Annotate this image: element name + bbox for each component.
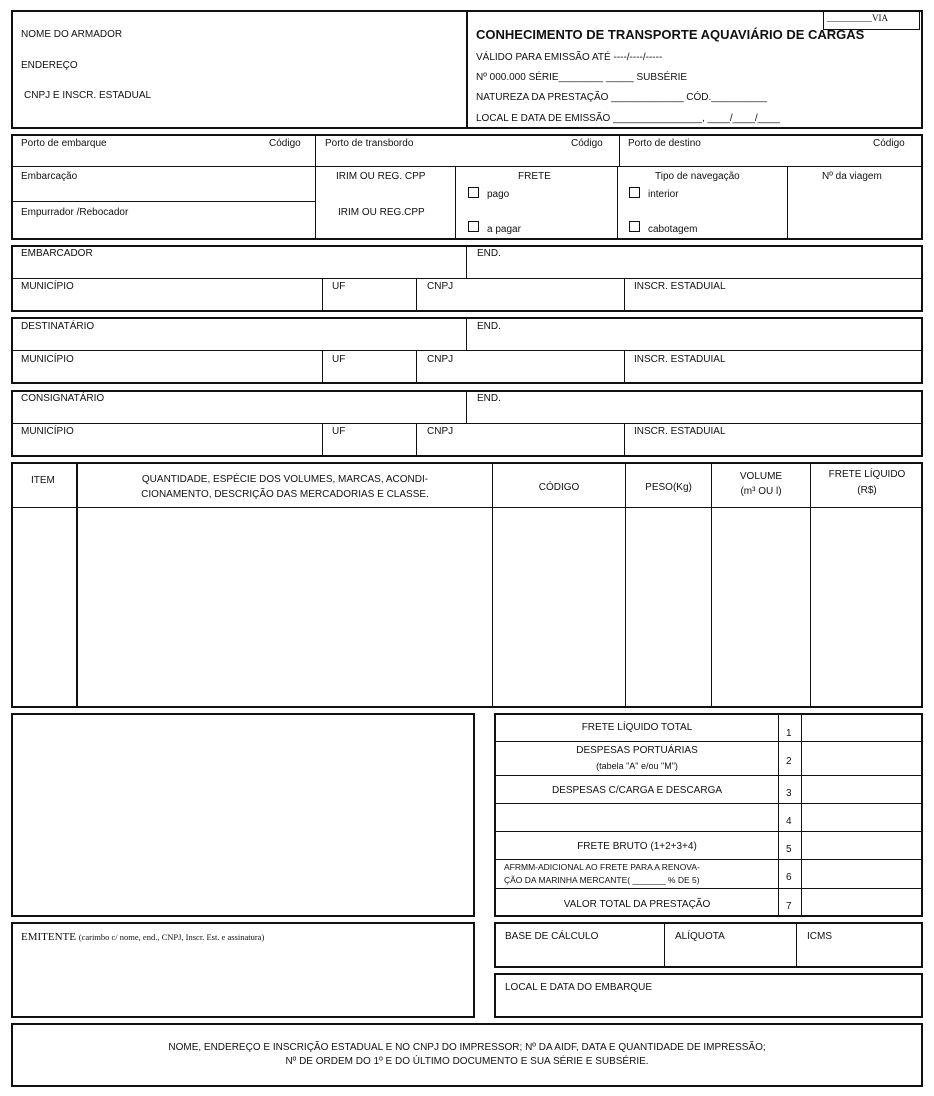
- header-divider: [466, 10, 468, 129]
- codigo-destino-label: Código: [873, 138, 905, 149]
- totals-col-divider: [801, 713, 802, 917]
- frete-bruto-label: FRETE BRUTO (1+2+3+4): [577, 841, 697, 852]
- totals-row-divider: [494, 831, 923, 832]
- a-pagar-label: a pagar: [487, 224, 521, 235]
- items-header-divider: [11, 507, 923, 508]
- destinatario-label: DESTINATÁRIO: [21, 321, 95, 332]
- party-divider: [466, 245, 467, 279]
- cabotagem-checkbox[interactable]: [629, 221, 640, 232]
- frete-liquido-header-line2: (R$): [857, 485, 877, 496]
- afrmm-label-line2: ÇÃO DA MARINHA MERCANTE( _______ % DE 5): [504, 875, 700, 885]
- party-divider: [416, 423, 417, 457]
- interior-label: interior: [648, 189, 679, 200]
- destinatario-municipio-label: MUNICÍPIO: [21, 354, 74, 365]
- local-data-emissao-label: LOCAL E DATA DE EMISSÃO ________________, ____/____/____: [476, 113, 780, 124]
- local-embarque-label: LOCAL E DATA DO EMBARQUE: [505, 982, 653, 993]
- party-divider: [624, 278, 625, 312]
- observations-box: [11, 713, 475, 917]
- voyage-col-divider: [619, 134, 620, 167]
- footer-line2: Nº DE ORDEM DO 1º E DO ÚLTIMO DOCUMENTO E SUA SÉRIE E SUBSÉRIE.: [285, 1056, 649, 1067]
- voyage-col-divider: [455, 166, 456, 240]
- afrmm-label-line1: AFRMM-ADICIONAL AO FRETE PARA A RENOVA-: [504, 862, 700, 872]
- row-number-1: 1: [786, 728, 792, 739]
- a-pagar-checkbox[interactable]: [468, 221, 479, 232]
- totals-table: [494, 713, 923, 917]
- party-divider: [466, 317, 467, 351]
- volume-header-line1: VOLUME: [739, 471, 783, 482]
- totals-row-divider: [494, 803, 923, 804]
- cabotagem-label: cabotagem: [648, 224, 698, 235]
- consignatario-cnpj-label: CNPJ: [427, 426, 454, 437]
- voyage-col-divider: [315, 166, 316, 240]
- despesas-portuarias-sub: (tabela "A" e/ou "M"): [596, 761, 678, 771]
- codigo-header: CÓDIGO: [538, 482, 580, 493]
- porto-transbordo-label: Porto de transbordo: [325, 138, 414, 149]
- natureza-label: NATUREZA DA PRESTAÇÃO _____________ CÓD.__________: [476, 92, 767, 103]
- frete-liquido-header-line1: FRETE LÍQUIDO: [828, 469, 906, 480]
- destinatario-inscr-label: INSCR. ESTADUIAL: [634, 354, 726, 365]
- consignatario-uf-label: UF: [332, 426, 346, 437]
- footer-box: [11, 1023, 923, 1087]
- totals-row-divider: [494, 741, 923, 742]
- footer-line1: NOME, ENDEREÇO E INSCRIÇÃO ESTADUAL E NO CNPJ DO IMPRESSOR; Nº DA AIDF, DATA E QUANTIDADE DE IMPRESSÃO;: [168, 1042, 766, 1053]
- destinatario-cnpj-label: CNPJ: [427, 354, 454, 365]
- interior-checkbox[interactable]: [629, 187, 640, 198]
- viagem-label: Nº da viagem: [822, 171, 882, 182]
- party-divider: [11, 423, 923, 424]
- party-divider: [416, 350, 417, 384]
- party-divider: [322, 350, 323, 384]
- codigo-transbordo-label: Código: [571, 138, 603, 149]
- party-divider: [624, 423, 625, 457]
- consignatario-end-label: END.: [477, 393, 501, 404]
- items-col-divider: [625, 462, 626, 708]
- item-header: ITEM: [31, 475, 55, 486]
- cnpj-label: CNPJ E INSCR. ESTADUAL: [24, 90, 152, 101]
- codigo-embarque-label: Código: [269, 138, 301, 149]
- voyage-col-divider: [617, 166, 618, 240]
- destinatario-uf-label: UF: [332, 354, 346, 365]
- row-number-7: 7: [786, 901, 792, 912]
- embarcador-cnpj-label: CNPJ: [427, 281, 454, 292]
- row-number-5: 5: [786, 844, 792, 855]
- empurrador-label: Empurrador /Rebocador: [21, 207, 129, 218]
- totals-col-divider: [778, 713, 779, 917]
- tax-col-divider: [796, 922, 797, 968]
- porto-embarque-label: Porto de embarque: [21, 138, 107, 149]
- voyage-col-divider: [315, 134, 316, 167]
- tax-col-divider: [664, 922, 665, 968]
- party-divider: [11, 350, 923, 351]
- party-divider: [322, 423, 323, 457]
- consignatario-municipio-label: MUNICÍPIO: [21, 426, 74, 437]
- pago-checkbox[interactable]: [468, 187, 479, 198]
- embarcador-uf-label: UF: [332, 281, 346, 292]
- despesas-portuarias-label: DESPESAS PORTUÁRIAS: [576, 745, 698, 756]
- party-divider: [11, 278, 923, 279]
- row-number-4: 4: [786, 816, 792, 827]
- irim-label-2: IRIM OU REG.CPP: [338, 207, 425, 218]
- base-calculo-label: BASE DE CÁLCULO: [505, 931, 599, 942]
- emitente-label: [21, 931, 264, 944]
- numero-serie-label: Nº 000.000 SÉRIE________ _____ SUBSÉRIE: [476, 72, 688, 83]
- consignatario-inscr-label: INSCR. ESTADUIAL: [634, 426, 726, 437]
- frete-label: FRETE: [518, 171, 551, 182]
- items-col-divider: [492, 462, 493, 708]
- party-divider: [322, 278, 323, 312]
- icms-label: ICMS: [807, 931, 832, 942]
- embarcador-inscr-label: INSCR. ESTADUIAL: [634, 281, 726, 292]
- row-number-2: 2: [786, 756, 792, 767]
- armador-label: NOME DO ARMADOR: [21, 29, 123, 40]
- party-divider: [416, 278, 417, 312]
- despesas-carga-label: DESPESAS C/CARGA E DESCARGA: [551, 785, 723, 796]
- irim-label: IRIM OU REG. CPP: [336, 171, 426, 182]
- tax-box: [494, 922, 923, 968]
- description-header-line1: QUANTIDADE, ESPÉCIE DOS VOLUMES, MARCAS, ACONDI-: [141, 474, 429, 485]
- items-col-divider: [711, 462, 712, 708]
- row-number-3: 3: [786, 788, 792, 799]
- party-divider: [466, 390, 467, 424]
- totals-row-divider: [494, 888, 923, 889]
- destinatario-end-label: END.: [477, 321, 501, 332]
- items-col-divider: [810, 462, 811, 708]
- valido-label: VÁLIDO PARA EMISSÃO ATÉ ----/----/-----: [476, 52, 663, 63]
- totals-row-divider: [494, 859, 923, 860]
- description-header-line2: CIONAMENTO, DESCRIÇÃO DAS MERCADORIAS E CLASSE.: [141, 489, 429, 500]
- porto-destino-label: Porto de destino: [628, 138, 701, 149]
- items-col-divider: [76, 462, 78, 708]
- party-divider: [624, 350, 625, 384]
- valor-total-label: VALOR TOTAL DA PRESTAÇÃO: [563, 899, 711, 910]
- totals-row-divider: [494, 775, 923, 776]
- pago-label: pago: [487, 189, 510, 200]
- emitente-title: EMITENTE: [21, 931, 76, 943]
- volume-header-line2: (m³ OU l): [740, 486, 782, 497]
- consignatario-label: CONSIGNATÁRIO: [21, 393, 105, 404]
- embarcador-label: EMBARCADOR: [21, 248, 93, 259]
- local-embarque-box: [494, 973, 923, 1018]
- embarcador-municipio-label: MUNICÍPIO: [21, 281, 74, 292]
- row-number-6: 6: [786, 872, 792, 883]
- embarcador-end-label: END.: [477, 248, 501, 259]
- document-title: CONHECIMENTO DE TRANSPORTE AQUAVIÁRIO DE CARGAS: [476, 27, 865, 42]
- voyage-col-divider: [787, 166, 788, 240]
- embarcacao-divider: [11, 201, 316, 202]
- endereco-label: ENDEREÇO: [21, 60, 78, 71]
- peso-header: PESO(Kg): [645, 482, 692, 493]
- embarcacao-label: Embarcação: [21, 171, 78, 182]
- tipo-navegacao-label: Tipo de navegação: [655, 171, 740, 182]
- via-label: __________VIA: [827, 13, 888, 23]
- emitente-detail: (carimbo c/ nome, end., CNPJ, Inscr. Est. e assinatura): [78, 932, 265, 942]
- frete-liquido-total-label: FRETE LÍQUIDO TOTAL: [581, 722, 693, 733]
- aliquota-label: ALÍQUOTA: [675, 931, 725, 942]
